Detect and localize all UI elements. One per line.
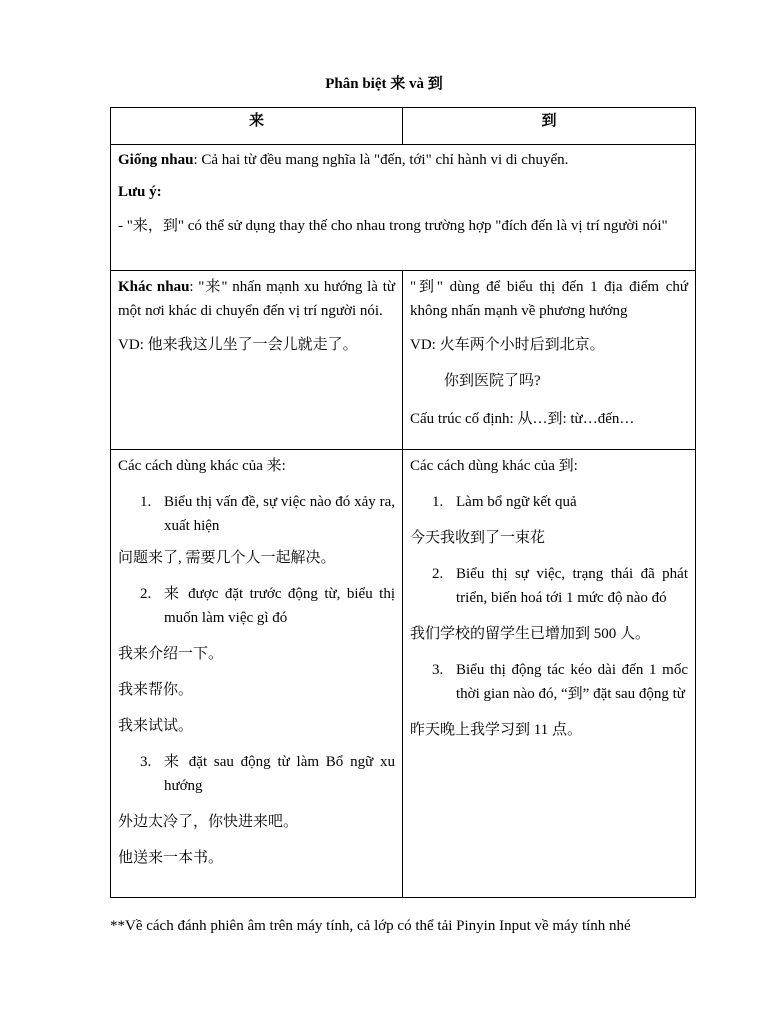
dao-example-2: 我们学校的留学生已增加到 500 人。 bbox=[410, 626, 651, 642]
list-number: 2. bbox=[140, 586, 152, 602]
note-label bbox=[118, 180, 688, 204]
other-uses-row bbox=[111, 450, 696, 898]
dao-example-1: 今天我收到了一束花 bbox=[410, 530, 546, 546]
difference-left-line bbox=[118, 275, 395, 323]
lai-list-item-3 bbox=[118, 750, 395, 798]
lai-example-3a: 外边太冷了，你快进来吧。 bbox=[118, 814, 299, 830]
footer-note: **Về cách đánh phiên âm trên máy tính, cả lớp có thể tải Pinyin Input về máy tính nhé bbox=[110, 918, 631, 934]
difference-left-text: : "来" nhấn mạnh xu hướng là từ một nơi khác di chuyển đến vị trí người nói. bbox=[118, 279, 395, 319]
lai-list-item-1 bbox=[118, 490, 395, 538]
lai-example-3b: 他送来一本书。 bbox=[118, 850, 224, 866]
similarity-text: : Cả hai từ đều mang nghĩa là "đến, tới" chỉ hành vi di chuyển. bbox=[193, 152, 569, 168]
difference-right-cell bbox=[403, 271, 696, 450]
list-text: Biểu thị vấn đề, sự việc nào đó xảy ra, xuất hiện bbox=[164, 494, 395, 534]
lai-example-1: 问题来了, 需要几个人一起解决。 bbox=[118, 550, 336, 566]
difference-left-example: VD: 他来我这儿坐了一会儿就走了。 bbox=[118, 337, 358, 353]
difference-right-example-1: VD: 火车两个小时后到北京。 bbox=[410, 337, 605, 353]
similarity-line bbox=[118, 148, 688, 172]
dao-list-item-3 bbox=[410, 658, 688, 706]
list-text: 来 được đặt trước động từ, biểu thị muốn làm việc gì đó bbox=[164, 586, 395, 626]
list-number: 1. bbox=[140, 494, 152, 510]
list-text: Làm bổ ngữ kết quả bbox=[456, 494, 577, 510]
similarity-row bbox=[111, 145, 696, 271]
dao-example-3: 昨天晚上我学习到 11 点。 bbox=[410, 722, 582, 738]
list-number: 2. bbox=[432, 566, 444, 582]
list-text: Biểu thị động tác kéo dài đến 1 mốc thời gian nào đó, “到” đặt sau động từ bbox=[456, 662, 688, 702]
list-number: 1. bbox=[432, 494, 444, 510]
header-row bbox=[111, 108, 696, 145]
difference-row bbox=[111, 271, 696, 450]
difference-right-structure: Cấu trúc cố định: 从…到: từ…đến… bbox=[410, 411, 635, 427]
list-text: Biểu thị sự việc, trạng thái đã phát triển, biến hoá tới 1 mức độ nào đó bbox=[456, 566, 688, 606]
other-uses-lai-cell bbox=[111, 450, 403, 898]
lai-list-item-2 bbox=[118, 582, 395, 630]
header-dao: 到 bbox=[403, 108, 696, 145]
lai-example-2a: 我来介绍一下。 bbox=[118, 646, 224, 662]
header-lai: 来 bbox=[111, 108, 403, 145]
note-label-text: Lưu ý: bbox=[118, 184, 162, 200]
difference-left-cell bbox=[111, 271, 403, 450]
page-title: Phân biệt 来 và 到 bbox=[325, 76, 443, 92]
dao-list-item-2 bbox=[410, 562, 688, 610]
difference-label: Khác nhau bbox=[118, 279, 190, 295]
difference-right-example-2: 你到医院了吗? bbox=[444, 373, 541, 389]
similarity-cell bbox=[111, 145, 696, 271]
other-uses-dao-heading: Các cách dùng khác của 到: bbox=[410, 458, 578, 474]
comparison-table bbox=[110, 107, 696, 898]
difference-right-text: "到" dùng để biểu thị đến 1 địa điểm chứ không nhấn mạnh về phương hướng bbox=[410, 279, 688, 319]
list-number: 3. bbox=[140, 754, 152, 770]
other-uses-dao-cell bbox=[403, 450, 696, 898]
lai-example-2c: 我来试试。 bbox=[118, 718, 194, 734]
other-uses-lai-heading: Các cách dùng khác của 来: bbox=[118, 458, 286, 474]
similarity-label: Giống nhau bbox=[118, 152, 194, 168]
lai-example-2b: 我来帮你。 bbox=[118, 682, 194, 698]
dao-list-item-1 bbox=[410, 490, 688, 514]
list-text: 来 đặt sau động từ làm Bổ ngữ xu hướng bbox=[164, 754, 395, 794]
list-number: 3. bbox=[432, 662, 444, 678]
note-text: - "来，到" có thể sử dụng thay thế cho nhau trong trường hợp "đích đến là vị trí người nói" bbox=[118, 218, 668, 234]
